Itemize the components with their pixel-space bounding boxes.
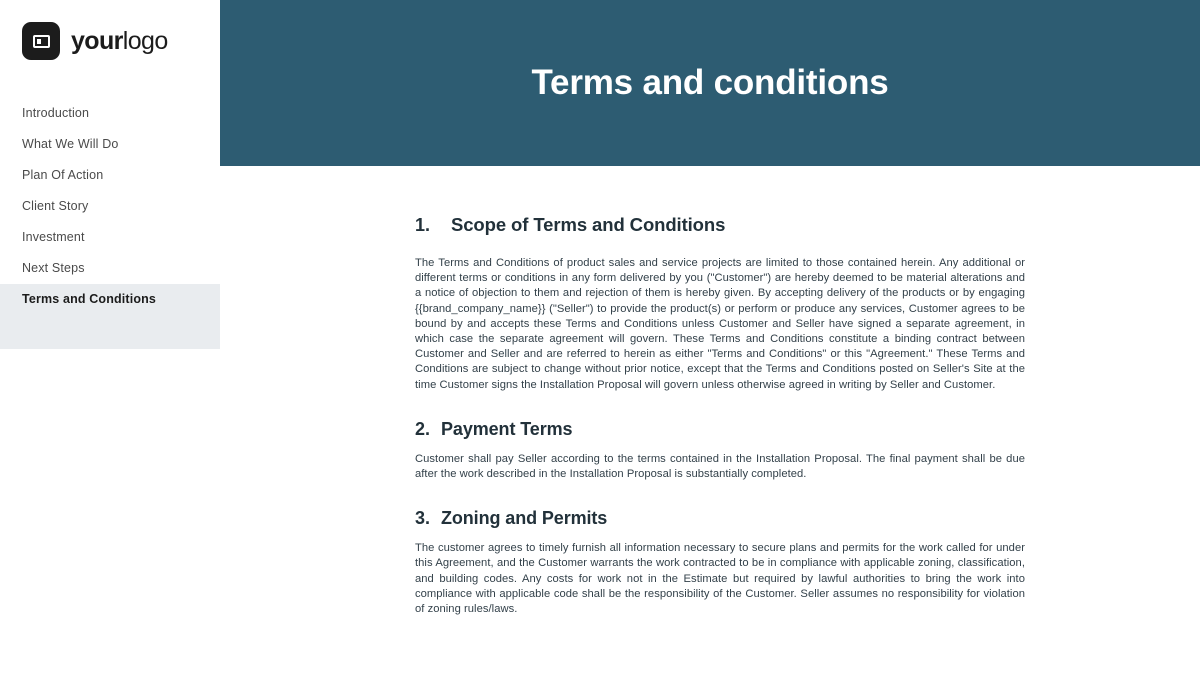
- section-number: 2.: [415, 418, 431, 439]
- document-card-icon: [22, 22, 60, 60]
- section-heading: [415, 419, 1025, 440]
- sidebar-item-client-story[interactable]: Client Story: [22, 199, 89, 213]
- section-title: Scope of Terms and Conditions: [451, 214, 726, 235]
- brand-logo-light: logo: [122, 26, 168, 55]
- section-paragraph: The Terms and Conditions of product sales and service projects are limited to those contained herein. Any additional or different terms or conditions in any form delivered by you ("Customer") are hereby deemed to be material alterations and a notice of objection to them and rejection of them is hereby given. By accepting delivery of the products or by engaging {{brand_company_name}} ("Seller") to provide the product(s) or perform or produce any services, Customer agrees to be bound by and accepts these Terms and Conditions unless Customer and Seller have signed a separate agreement, in which case the separate agreement will govern. These Terms and Conditions constitute a binding contract between Customer and Seller and are referred to herein as either "Terms and Conditions" or this "Agreement." These Terms and Conditions are subject to change without prior notice, except that the Terms and Conditions posted on Seller's Site at the time Customer signs the Installation Proposal will govern unless otherwise agreed in writing by Seller and Customer.: [415, 257, 1025, 391]
- sidebar-item-plan-of-action[interactable]: Plan Of Action: [22, 168, 104, 182]
- page-title: Terms and conditions: [531, 63, 889, 102]
- sidebar: [0, 0, 220, 684]
- section-title: Zoning and Permits: [441, 508, 608, 529]
- section-payment-terms: [415, 419, 1025, 482]
- sidebar-item-introduction[interactable]: Introduction: [22, 106, 90, 120]
- section-paragraph: The customer agrees to timely furnish all information necessary to secure plans and permits for the work called for under this Agreement, and the Customer warrants the work contracted to be in compliance with applicable zoning, classification, and building codes. Any costs for work not in the Estimate but required by lawful authorities to bring the work into compliance with applicable code shall be the responsibility of the Customer. Seller assumes no responsibility for violation of zoning rules/laws.: [415, 542, 1025, 616]
- brand-logo-bold: your: [71, 26, 123, 55]
- section-number: 3.: [415, 508, 431, 529]
- document-header: [220, 0, 1200, 166]
- sidebar-item-investment[interactable]: Investment: [22, 230, 85, 244]
- section-title: Payment Terms: [441, 418, 573, 439]
- document-canvas: [220, 0, 1200, 684]
- sidebar-active-extension: [0, 315, 220, 349]
- sidebar-item-terms-and-conditions[interactable]: Terms and Conditions: [0, 284, 220, 315]
- brand-logo-text: [71, 27, 168, 56]
- section-scope-of-terms: [415, 214, 1025, 393]
- section-number: 1.: [415, 215, 431, 235]
- section-heading: [415, 508, 1025, 529]
- section-heading: [415, 214, 1025, 236]
- document-body: [220, 166, 1200, 617]
- brand-logo[interactable]: [0, 22, 220, 60]
- section-zoning-and-permits: [415, 508, 1025, 617]
- sidebar-item-next-steps[interactable]: Next Steps: [22, 261, 85, 275]
- section-paragraph: Customer shall pay Seller according to the terms contained in the Installation Proposal. The final payment shall be due after the work described in the Installation Proposal is substantially completed.: [415, 452, 1025, 481]
- sidebar-item-what-we-will-do[interactable]: What We Will Do: [22, 137, 119, 151]
- sidebar-nav: [0, 98, 220, 315]
